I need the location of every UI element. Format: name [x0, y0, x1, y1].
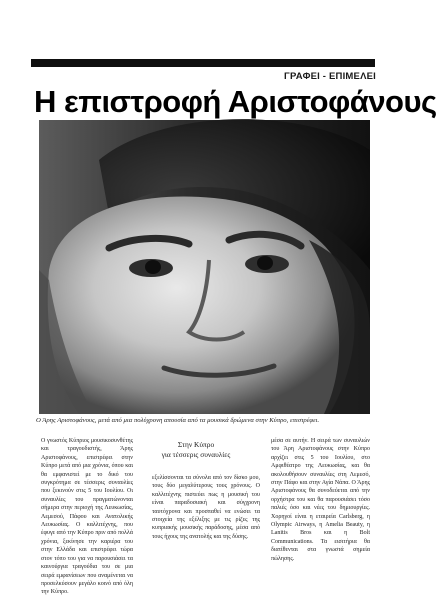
subheading-line-2: για τέσσερις συναυλίες — [161, 450, 231, 459]
article-column-1: Ο γνωστός Κύπριος μουσικοσυνθέτης και τραγουδιστής, Άρης Αριστοφάνους, επιστρέφει στην Κύπρο μετά από μια χρόνια, όπου και θα εμφανιστεί με το δικό του συγκρότημα σε τέσσερις συναυλίες που ξεκινούν στις 5 του Ιουλίου. Οι συναυλίες του πραγματώνονται σήμερα στην περιοχή της Λευκωσίας, Λεμεσού, Πάφου και Ανατολικής Λευκωσίας. Ο καλλιτέχνης, που έφυγε από την Κύπρο πριν από πολλά χρόνια, ξεκίνησε την καριέρα του στην Ελλάδα και επιστρέφει τώρα στον τόπο του για να παρουσιάσει τα καινούργια τραγούδια του σε μια σειρά εμφανίσεων που αναμένεται να προσελκύσουν μεγάλο κοινό από όλη την Κύπρο. — [41, 438, 133, 596]
article-column-2: εξελίσσονται τα σύνολα από τον δίσκο μου, τους δύο μεγαλύτερους τους χρόνους. Ο καλλιτέχνης πιστεύει πως η μουσική του είναι παραδοσιακή και σύγχρονη ταυτόχρονα και προσπαθεί να ενώσει τα στοιχεία της εξέλιξης με τις ρίζες της κυπριακής μουσικής παράδοσης, μέσα από τους ήχους της ανατολής και της δύσης. — [152, 475, 260, 540]
headline-text: Η επιστροφή Αριστοφάνους — [34, 84, 437, 119]
portrait-photo-graphic — [39, 120, 370, 414]
section-label: ΓΡΑΦΕΙ - ΕΠΙΜΕΛΕΙ — [284, 71, 376, 82]
article-column-3: μέσα σε αυτήν. Η σειρά των συναυλιών του Άρη Αριστοφάνους στην Κύπρο αρχίζει στις 5 του Ιουλίου, στο Αμφιθέατρο της Λευκωσίας, και θα ακολουθήσουν συναυλίες στη Λεμεσό, στην Πάφο και στην Αγία Νάπα. Ο Άρης Αριστοφάνους θα συνοδεύεται από την ορχήστρα του και θα παρουσιάσει τόσο παλιές όσο και νέες του δημιουργίες. Χορηγοί είναι η εταιρεία Carlsberg, η Olympic Airways, η Amelia Beauty, η Lanitis Bros και η Bolt Communications. Τα εισιτήρια θα διατίθενται στα γνωστά σημεία πώλησης. — [271, 438, 370, 562]
portrait-photo — [39, 120, 370, 414]
header-rule — [31, 59, 375, 67]
headline — [34, 82, 437, 122]
photo-caption: Ο Άρης Αριστοφάνους, μετά από μια πολύχρονη απουσία από τα μουσικά δρώμενα στην Κύπρο, επιστρέφει. — [36, 417, 320, 424]
subheading — [138, 440, 254, 460]
subheading-line-1: Στην Κύπρο — [177, 440, 215, 449]
